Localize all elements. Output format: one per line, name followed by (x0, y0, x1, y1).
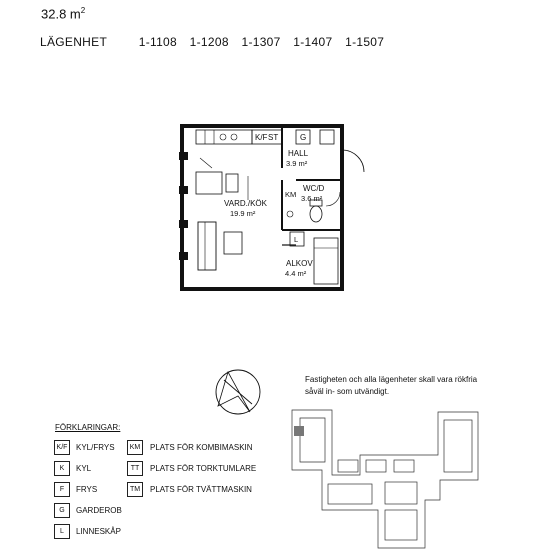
smoke-free-note: Fastigheten och alla lägenheter skall vara rökfria såväl in- som utvändigt. (305, 375, 478, 396)
legend-code-box: F (54, 482, 70, 497)
apartment-number: 1-1108 (138, 35, 178, 49)
legend-code-box: TM (127, 482, 143, 497)
apartment-number: 1-1208 (189, 35, 229, 49)
apartment-number: 1-1507 (345, 35, 385, 49)
legend-code-box: TT (127, 461, 143, 476)
legend-description: KYL (76, 464, 92, 473)
room-label: KM (285, 190, 297, 199)
room-label: ALKOV (286, 259, 313, 268)
room-area: 4.4 m² (285, 269, 307, 278)
sofa (198, 222, 216, 270)
room-label: HALL (288, 149, 309, 158)
room-label: WC/D (303, 184, 325, 193)
dining-table (196, 172, 222, 194)
apartment-number: 1-1407 (293, 35, 333, 49)
coffee-table (224, 232, 242, 254)
building-site-plan (292, 410, 478, 548)
legend-code-box: K (54, 461, 70, 476)
room-area: 3.9 m² (286, 159, 308, 168)
room-label: VARD./KÖK (224, 199, 267, 208)
apartment-label: LÄGENHET (40, 35, 108, 49)
apartment-area: 32.8 $m^2$ (41, 6, 86, 22)
room-label: G (300, 133, 307, 142)
legend-description: GARDEROB (76, 506, 122, 515)
legend-description: PLATS FÖR TVÄTTMASKIN (150, 485, 252, 494)
legend-code-box: L (54, 524, 70, 539)
room-label: ST (268, 133, 279, 142)
legend-description: KYL/FRYS (76, 443, 115, 452)
north-arrow-icon (216, 370, 260, 414)
kitchen-counter (196, 130, 252, 144)
legend-description: PLATS FÖR TORKTUMLARE (150, 464, 257, 473)
legend-description: LINNESKÅP (76, 527, 121, 536)
legend-description: FRYS (76, 485, 98, 494)
alkov-bed (314, 238, 338, 284)
legend-code-box: KM (127, 440, 143, 455)
legend-code-box: G (54, 503, 70, 518)
room-area: 19.9 m² (230, 209, 256, 218)
room-label: L (294, 235, 299, 244)
legend-title: FÖRKLARINGAR: (55, 423, 121, 432)
apartment-number: 1-1307 (241, 35, 281, 49)
legend-description: PLATS FÖR KOMBIMASKIN (150, 443, 253, 452)
room-area: 3.6 m² (301, 194, 323, 203)
room-label: K/F (255, 133, 268, 142)
legend-code-box: K/F (54, 440, 70, 455)
